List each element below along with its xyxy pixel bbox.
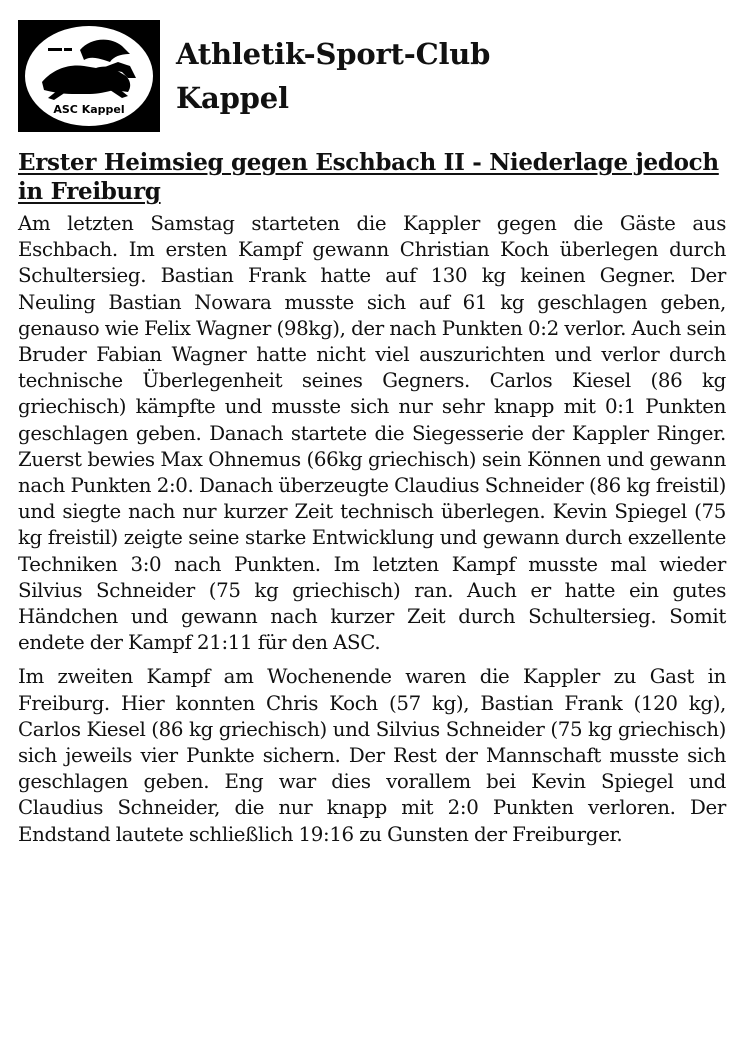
article-headline: Erster Heimsieg gegen Eschbach II - Niederlage jedoch in Freiburg [18,149,719,205]
article-body [18,211,726,848]
club-logo [18,20,160,132]
header [18,20,718,132]
club-title [176,32,490,120]
article-paragraph-1: Am letzten Samstag starteten die Kappler gegen die Gäste aus Eschbach. Im ersten Kampf gewann Christian Koch überlegen durch Schultersieg. Bastian Frank hatte auf 130 kg keinen Gegner. Der Neuling Bastian Nowara musste sich auf 61 kg geschlagen geben, genauso wie Felix Wagner (98kg), der nach Punkten 0:2 verlor. Auch sein Bruder Fabian Wagner hatte nicht viel auszurichten und verlor durch technische Überlegenheit seines Gegners. Carlos Kiesel (86 kg griechisch) kämpfte und musste sich nur sehr knapp mit 0:1 Punkten geschlagen geben. Danach startete die Siegesserie der Kappler Ringer. Zuerst bewies Max Ohnemus (66kg griechisch) sein Können und gewann nach Punkten 2:0. Danach überzeugte Claudius Schneider (86 kg freistil) und siegte nach nur kurzer Zeit technisch überlegen. Kevin Spiegel (75 kg freistil) zeigte seine starke Entwicklung und gewann durch exzellente Techniken 3:0 nach Punkten. Im letzten Kampf musste mal wieder Silvius Schneider (75 kg griechisch) ran. Auch er hatte ein gutes Händchen und gewann nach kurzer Zeit durch Schultersieg. Somit endete der Kampf 21:11 für den ASC. [18,212,726,655]
article-paragraph-2: Im zweiten Kampf am Wochenende waren die Kappler zu Gast in Freiburg. Hier konnten Chris Koch (57 kg), Bastian Frank (120 kg), Carlos Kiesel (86 kg griechisch) und Silvius Schneider (75 kg griechisch) sich jeweils vier Punkte sichern. Der Rest der Mannschaft musste sich geschlagen geben. Eng war dies vorallem bei Kevin Spiegel und Claudius Schneider, die nur knapp mit 2:0 Punkten verloren. Der Endstand lautete schließlich 19:16 zu Gunsten der Freiburger. [18,665,726,846]
wrestlers-logo-icon [18,20,160,132]
logo-text: ASC Kappel [53,103,125,116]
club-title-line2: Kappel [176,81,289,115]
club-title-line1: Athletik-Sport-Club [176,37,491,71]
